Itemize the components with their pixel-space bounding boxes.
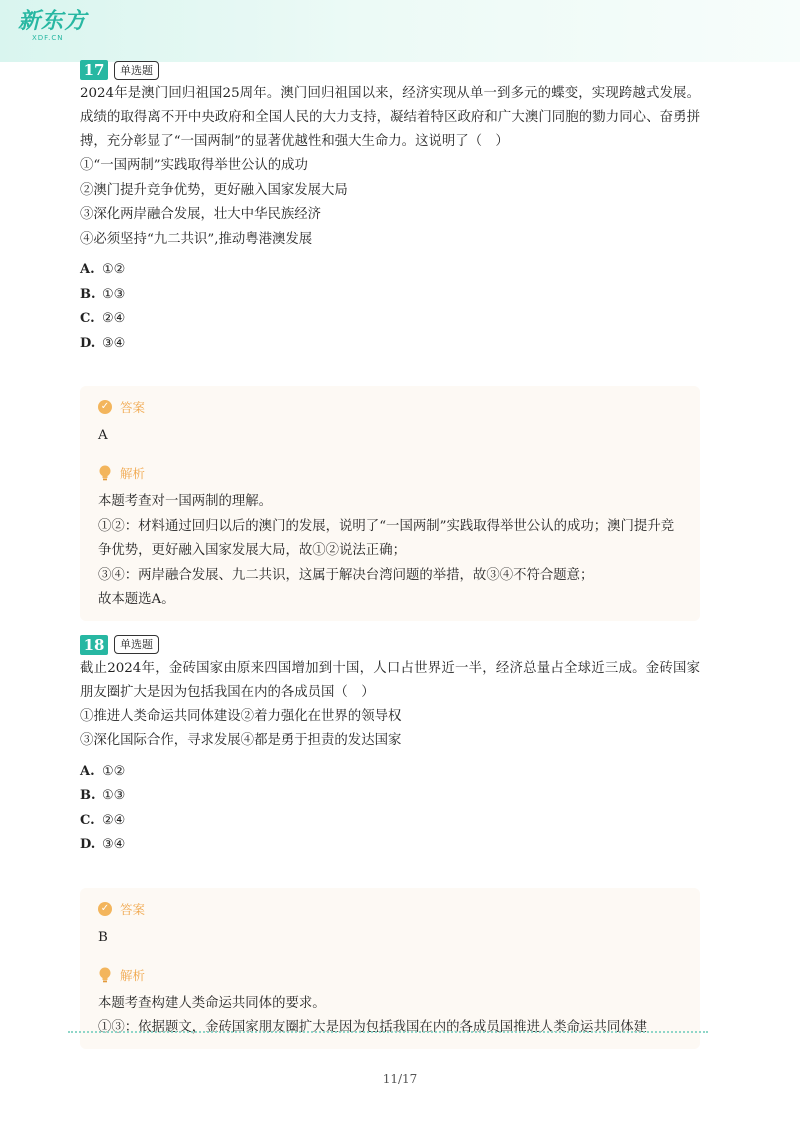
lightbulb-icon xyxy=(98,967,112,983)
analysis-body xyxy=(98,490,682,613)
statement-line: ③深化国际合作，寻求发展④都是勇于担责的发达国家 xyxy=(80,733,402,748)
statement-line: ①推进人类命运共同体建设②着力强化在世界的领导权 xyxy=(80,708,402,724)
option-text: ②④ xyxy=(102,812,126,828)
option-text: ①② xyxy=(102,262,126,277)
statement-line: ①“一国两制”实践取得举世公认的成功 xyxy=(80,158,308,173)
logo-subtext: XDF.CN xyxy=(32,34,64,42)
option-label: A. xyxy=(80,763,95,779)
answer-title: 答案 xyxy=(120,901,146,917)
analysis-line: ①②：材料通过回归以后的澳门的发展，说明了“一国两制”实践取得举世公认的成功；澳门提升竞争优势，更好融入国家发展大局，故①②说法正确； xyxy=(98,518,675,558)
option-text: ②④ xyxy=(102,311,126,326)
option-label: B. xyxy=(80,286,96,302)
option-label: B. xyxy=(80,788,96,803)
page-divider xyxy=(68,1031,708,1033)
option-label: A. xyxy=(80,262,95,277)
option-item[interactable] xyxy=(80,307,700,332)
answer-heading xyxy=(98,396,682,418)
analysis-line: ③④：两岸融合发展、九二共识，这属于解决台湾问题的举措，故③④不符合题意； xyxy=(98,567,594,583)
option-item[interactable] xyxy=(80,809,700,834)
option-text: ①③ xyxy=(102,788,126,803)
answer-title: 答案 xyxy=(120,400,146,415)
answer-heading xyxy=(98,898,682,920)
analysis-title: 解析 xyxy=(120,466,146,481)
question-number: 17 xyxy=(80,60,108,80)
option-item[interactable] xyxy=(80,258,700,283)
option-item[interactable] xyxy=(80,283,700,308)
brand-logo xyxy=(18,10,87,42)
answer-panel xyxy=(80,888,700,1049)
statement-line: ②澳门提升竞争优势，更好融入国家发展大局 xyxy=(80,182,348,198)
answer-panel xyxy=(80,386,700,621)
option-list xyxy=(80,258,700,356)
option-label: C. xyxy=(80,812,95,828)
question-type-badge: 单选题 xyxy=(114,61,159,80)
check-circle-icon: ✓ xyxy=(98,400,112,414)
analysis-title: 解析 xyxy=(120,967,146,983)
analysis-heading xyxy=(98,964,682,986)
answer-value: B xyxy=(98,929,108,945)
question-header xyxy=(80,635,700,655)
check-circle-icon: ✓ xyxy=(98,902,112,916)
statement-line: ④必须坚持“九二共识”,推动粤港澳发展 xyxy=(80,231,313,247)
option-label: D. xyxy=(80,837,96,852)
question-block xyxy=(80,60,700,621)
page-number: 11/17 xyxy=(382,1072,418,1086)
option-text: ①③ xyxy=(102,286,126,302)
question-number: 18 xyxy=(80,635,108,655)
question-list xyxy=(80,60,700,1049)
option-item[interactable] xyxy=(80,332,700,357)
option-item[interactable] xyxy=(80,784,700,809)
option-text: ③④ xyxy=(102,837,126,852)
analysis-line: 本题考查构建人类命运共同体的要求。 xyxy=(98,995,326,1011)
analysis-heading xyxy=(98,462,682,484)
question-stem: 截止2024年，金砖国家由原来四国增加到十国，人口占世界近一半，经济总量占全球近三成。金砖国家朋友圈扩大是因为包括我国在内的各成员国（ ） xyxy=(80,660,700,700)
question-type-badge: 单选题 xyxy=(114,635,159,654)
question-header xyxy=(80,60,700,80)
header-band xyxy=(0,0,800,62)
option-label: D. xyxy=(80,335,96,351)
question-stem: 2024年是澳门回归祖国25周年。澳门回归祖国以来，经济实现从单一到多元的蝶变，实现跨越式发展。成绩的取得离不开中央政府和全国人民的大力支持，凝结着特区政府和广大澳门同胞的勠力同心、奋勇拼搏，充分彰显了“一国两制”的显著优越性和强大生命力。这说明了（ ） xyxy=(80,86,700,149)
analysis-line: 故本题选A。 xyxy=(98,592,175,607)
lightbulb-icon xyxy=(98,465,112,481)
option-text: ③④ xyxy=(102,335,126,351)
statement-line: ③深化两岸融合发展，壮大中华民族经济 xyxy=(80,207,322,222)
answer-value: A xyxy=(98,428,108,443)
analysis-line: 本题考查对一国两制的理解。 xyxy=(98,494,273,509)
option-list xyxy=(80,760,700,858)
analysis-line: ①③：依据题文，金砖国家朋友圈扩大是因为包括我国在内的各成员国推进人类命运共同体建 xyxy=(98,1020,648,1035)
analysis-body xyxy=(98,992,682,1041)
option-text: ①② xyxy=(102,763,126,779)
question-block xyxy=(80,635,700,1049)
option-item[interactable] xyxy=(80,760,700,785)
option-label: C. xyxy=(80,311,95,326)
logo-text: 新东方 xyxy=(18,9,88,34)
option-item[interactable] xyxy=(80,833,700,858)
